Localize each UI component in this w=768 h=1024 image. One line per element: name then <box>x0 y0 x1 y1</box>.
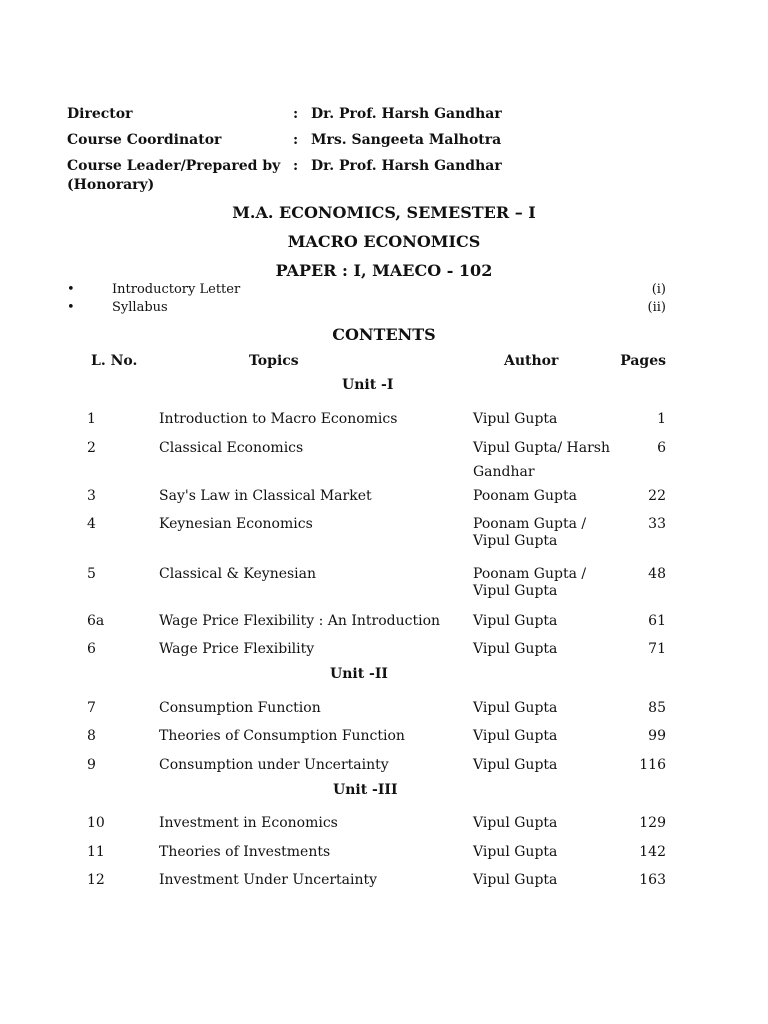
lesson-number: 3 <box>87 488 96 504</box>
leader-value: Dr. Prof. Harsh Gandhar <box>311 158 502 174</box>
lesson-topic: Classical Economics <box>159 440 304 456</box>
contents-title: CONTENTS <box>332 325 436 344</box>
lesson-page: 163 <box>639 872 666 888</box>
lesson-topic: Consumption under Uncertainty <box>159 757 389 773</box>
lesson-page: 99 <box>648 728 666 744</box>
subject-title: MACRO ECONOMICS <box>287 232 481 251</box>
director-label: Director <box>67 106 133 122</box>
lesson-topic: Theories of Consumption Function <box>159 728 405 744</box>
lesson-number: 12 <box>87 872 105 888</box>
paper-title: PAPER : I, MAECO - 102 <box>275 261 493 280</box>
lesson-topic: Say's Law in Classical Market <box>159 488 372 504</box>
lesson-author: Vipul Gupta <box>473 641 558 657</box>
lesson-number: 1 <box>87 411 96 427</box>
lesson-author: Poonam Gupta <box>473 488 577 504</box>
lesson-number: 10 <box>87 815 105 831</box>
lesson-topic: Keynesian Economics <box>159 516 313 532</box>
lesson-number: 11 <box>87 844 105 860</box>
lesson-author: Vipul Gupta/ Harsh Gandhar <box>473 440 610 480</box>
lesson-author: Vipul Gupta <box>473 815 558 831</box>
lesson-number: 9 <box>87 757 96 773</box>
lesson-page: 22 <box>648 488 666 504</box>
lesson-author: Vipul Gupta <box>473 613 558 629</box>
lesson-number: 2 <box>87 440 96 456</box>
coordinator-label: Course Coordinator <box>67 132 222 148</box>
lesson-author: Vipul Gupta <box>473 728 558 744</box>
lesson-topic: Wage Price Flexibility : An Introduction <box>159 613 441 629</box>
lesson-topic: Consumption Function <box>159 700 321 716</box>
lesson-page: 129 <box>639 815 666 831</box>
lesson-number: 7 <box>87 700 96 716</box>
lesson-topic: Wage Price Flexibility <box>159 641 315 657</box>
lesson-author: Vipul Gupta <box>473 411 558 427</box>
unit-heading: Unit -III <box>333 782 398 798</box>
prelim-item-label: Introductory Letter <box>112 282 241 297</box>
lesson-author: Vipul Gupta <box>473 700 558 716</box>
unit-heading: Unit -II <box>330 666 388 682</box>
col-header-topics: Topics <box>249 353 299 369</box>
lesson-topic: Investment Under Uncertainty <box>159 872 378 888</box>
lesson-topic: Investment in Economics <box>159 815 338 831</box>
col-header-pages: Pages <box>620 353 666 369</box>
lesson-page: 142 <box>639 844 666 860</box>
prelim-item-page: (i) <box>651 282 666 297</box>
leader-colon: : <box>293 158 299 174</box>
lesson-page: 33 <box>648 516 666 532</box>
lesson-page: 6 <box>657 440 666 456</box>
coordinator-colon: : <box>293 132 299 148</box>
lesson-number: 5 <box>87 566 96 582</box>
lesson-number: 8 <box>87 728 96 744</box>
col-header-no: L. No. <box>91 353 138 369</box>
coordinator-value: Mrs. Sangeeta Malhotra <box>311 132 502 148</box>
bullet-icon: • <box>67 282 75 297</box>
bullet-icon: • <box>67 300 75 315</box>
lesson-number: 6a <box>87 613 105 629</box>
lesson-topic: Theories of Investments <box>159 844 331 860</box>
director-value: Dr. Prof. Harsh Gandhar <box>311 106 502 122</box>
lesson-page: 85 <box>648 700 666 716</box>
director-colon: : <box>293 106 299 122</box>
lesson-page: 48 <box>648 566 666 582</box>
lesson-author: Vipul Gupta <box>473 872 558 888</box>
unit-heading: Unit -I <box>342 377 394 393</box>
lesson-author: Vipul Gupta <box>473 844 558 860</box>
lesson-topic: Introduction to Macro Economics <box>159 411 398 427</box>
leader-label-honorary: (Honorary) <box>67 177 155 193</box>
prelim-item-page: (ii) <box>647 300 666 315</box>
course-title: M.A. ECONOMICS, SEMESTER – I <box>232 203 536 222</box>
lesson-page: 61 <box>648 613 666 629</box>
leader-label: Course Leader/Prepared by <box>67 158 281 174</box>
col-header-author: Author <box>504 353 559 369</box>
lesson-number: 4 <box>87 516 96 532</box>
lesson-topic: Classical & Keynesian <box>159 566 317 582</box>
lesson-author: Poonam Gupta / Vipul Gupta <box>473 566 587 599</box>
lesson-number: 6 <box>87 641 96 657</box>
lesson-page: 116 <box>639 757 666 773</box>
lesson-page: 71 <box>648 641 666 657</box>
lesson-author: Poonam Gupta / Vipul Gupta <box>473 516 587 549</box>
prelim-item-label: Syllabus <box>112 300 168 315</box>
lesson-author: Vipul Gupta <box>473 757 558 773</box>
lesson-page: 1 <box>657 411 666 427</box>
